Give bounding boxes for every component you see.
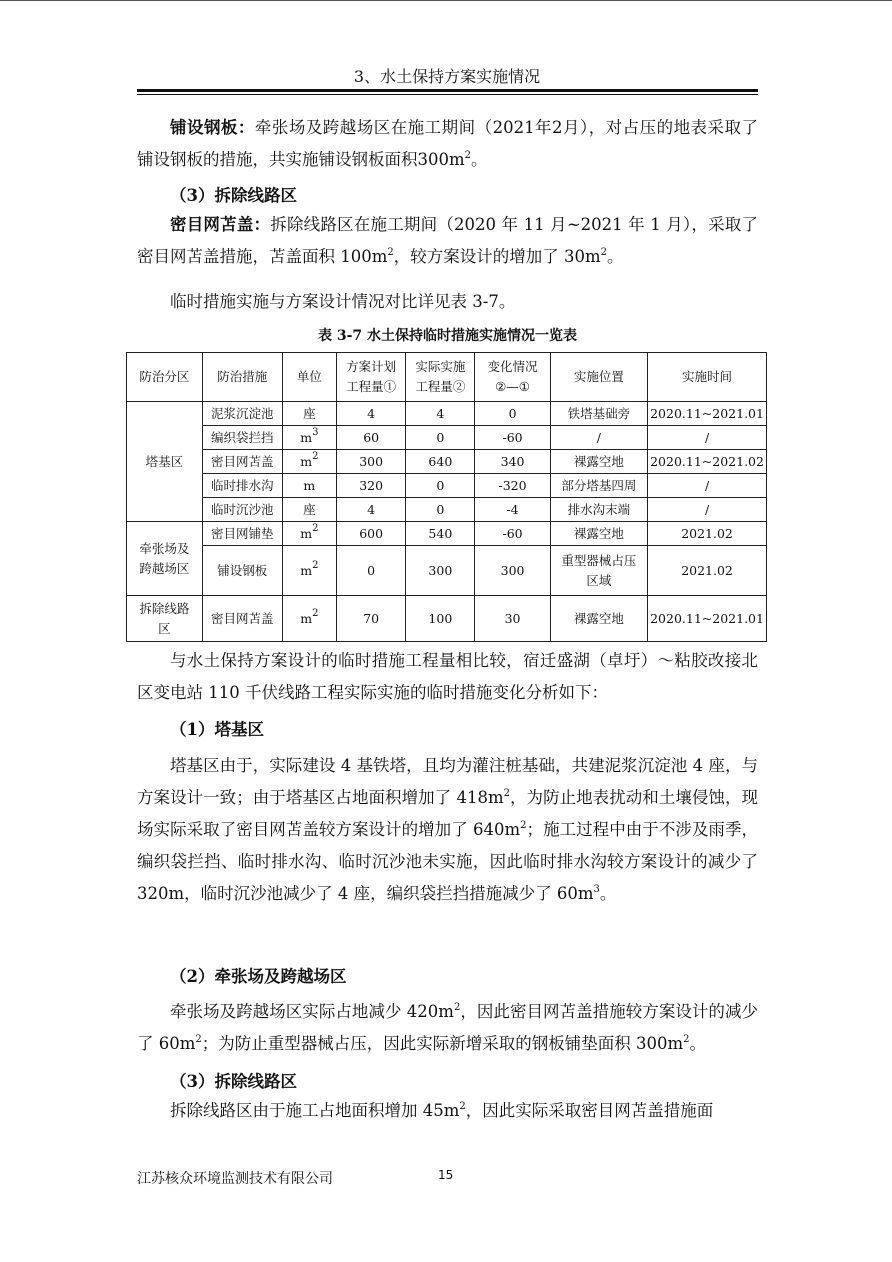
- superscript: 2: [453, 1002, 461, 1013]
- cell-actual: 4: [406, 402, 475, 426]
- header-actual: [406, 353, 475, 402]
- table-caption: 表 3-7 水土保持临时措施实施情况一览表: [317, 328, 578, 344]
- paragraph-text: ，较方案设计的增加了 30m: [393, 247, 601, 266]
- paragraph-end: 。: [599, 884, 617, 903]
- table-row: [127, 498, 767, 522]
- cell-change: 30: [475, 596, 550, 642]
- cell-measure: 临时沉沙池: [202, 498, 282, 522]
- cell-plan: 320: [337, 474, 406, 498]
- table-row: [127, 474, 767, 498]
- superscript: 2: [683, 1034, 690, 1045]
- unit-text: m: [303, 477, 316, 493]
- superscript: 2: [600, 247, 608, 258]
- cell-plan: 600: [337, 522, 406, 546]
- cell-time: /: [648, 474, 767, 498]
- footer-company-name: 江苏核众环境监测技术有限公司: [137, 1171, 333, 1187]
- header-time: 实施时间: [648, 353, 767, 402]
- paragraph-lead: 密目网苫盖：: [170, 215, 271, 234]
- paragraph-text: ，因此实际采取密目网苫盖措施面: [465, 1101, 714, 1120]
- paragraph-text: 塔基区由于，实际建设 4 基铁塔，且均为灌注桩基础，共建泥浆沉淀池 4 座，与方案设计一致；由于塔基区占地面积增加了 418m: [137, 756, 758, 807]
- cell-unit: [282, 522, 336, 546]
- cell-change: 340: [475, 450, 550, 474]
- cell-plan: 4: [337, 498, 406, 522]
- header-plan-line2: 工程量①: [346, 379, 397, 394]
- section-heading-tension-field: （2）牵张场及跨越场区: [170, 967, 347, 986]
- paragraph-table-reference: 临时措施实施与方案设计情况对比详见表 3-7。: [170, 292, 516, 311]
- paragraph-end: 。: [471, 150, 488, 169]
- table-row: [127, 522, 767, 546]
- page-header-title: 3、水土保持方案实施情况: [353, 67, 541, 86]
- cell-measure: 密目网苫盖: [202, 596, 282, 642]
- cell-location: 裸露空地: [550, 450, 647, 474]
- unit-text: 座: [303, 501, 316, 517]
- cell-time: 2020.11~2021.01: [648, 596, 767, 642]
- cell-unit: [282, 402, 336, 426]
- paragraph-removal-line-analysis: [137, 1095, 758, 1127]
- zone-cell-tower-base: 塔基区: [127, 402, 203, 522]
- unit-text: m: [300, 525, 313, 541]
- paragraph-text: 牵张场及跨越场区实际占地减少 420m: [170, 1002, 454, 1021]
- cell-actual: 540: [406, 522, 475, 546]
- paragraph-tower-base-analysis: [137, 750, 758, 910]
- header-rule-thin: [137, 94, 758, 95]
- cell-change: -320: [475, 474, 550, 498]
- cell-actual: 640: [406, 450, 475, 474]
- unit-text: m: [300, 453, 313, 469]
- unit-superscript: 2: [312, 450, 319, 462]
- paragraph-lead: 铺设钢板：: [170, 118, 255, 137]
- header-plan-line1: 方案计划: [346, 359, 397, 374]
- table-row: [127, 402, 767, 426]
- header-change-line2: ②—①: [495, 379, 531, 394]
- superscript: 2: [459, 1101, 466, 1112]
- page-number: 15: [438, 1168, 454, 1182]
- unit-superscript: 2: [312, 522, 319, 534]
- location-line2: 区域: [586, 572, 612, 588]
- paragraph-text: ，因此密目网苫盖措施较方案设计的减少了 60m: [137, 1002, 759, 1053]
- header-location: 实施位置: [550, 353, 647, 402]
- cell-measure: 泥浆沉淀池: [202, 402, 282, 426]
- cell-measure: 密目网苫盖: [202, 450, 282, 474]
- zone-line1: 牵张场及: [139, 540, 190, 556]
- section-heading-tower-base: （1）塔基区: [170, 720, 264, 739]
- cell-plan: 70: [337, 596, 406, 642]
- cell-time: /: [648, 426, 767, 450]
- unit-superscript: 3: [312, 426, 319, 438]
- cell-unit: [282, 426, 336, 450]
- header-plan: [337, 353, 406, 402]
- cell-location: 排水沟末端: [550, 498, 647, 522]
- table-row: [127, 546, 767, 596]
- cell-unit: [282, 498, 336, 522]
- cell-change: -60: [475, 522, 550, 546]
- header-actual-line2: 工程量②: [415, 379, 466, 394]
- paragraph-end: 。: [689, 1034, 707, 1053]
- header-change: [475, 353, 550, 402]
- cell-time: 2020.11~2021.01: [648, 402, 767, 426]
- table-header-row: [127, 353, 767, 402]
- cell-unit: [282, 474, 336, 498]
- superscript: 2: [464, 150, 472, 161]
- header-actual-line1: 实际实施: [415, 359, 466, 374]
- paragraph-text: ；施工过程中由于不涉及雨季，编织袋拦挡、临时排水沟、临时沉沙池未实施，因此临时排水沟较方案设计的减少了 320m，临时沉沙池减少了 4 座，编织袋拦挡措施减少了 60m: [137, 820, 759, 903]
- header-change-line1: 变化情况: [487, 359, 538, 374]
- cell-actual: 0: [406, 426, 475, 450]
- section-heading-removal: （3）拆除线路区: [170, 186, 297, 205]
- cell-plan: 0: [337, 546, 406, 596]
- zone-cell-tension-field: [127, 522, 203, 596]
- cell-time: 2021.02: [648, 522, 767, 546]
- cell-location: 裸露空地: [550, 522, 647, 546]
- unit-text: 座: [303, 405, 316, 421]
- cell-change: -60: [475, 426, 550, 450]
- cell-time: 2020.11~2021.02: [648, 450, 767, 474]
- paragraph-end: 。: [607, 247, 624, 266]
- cell-unit: [282, 546, 336, 596]
- header-rule-thick: [137, 89, 758, 92]
- superscript: 2: [195, 1034, 202, 1045]
- cell-actual: 300: [406, 546, 475, 596]
- cell-plan: 4: [337, 402, 406, 426]
- unit-superscript: 2: [312, 607, 319, 619]
- page-top-edge: [0, 0, 892, 1]
- table-row: [127, 596, 767, 642]
- unit-text: m: [300, 429, 313, 445]
- superscript: 2: [387, 247, 394, 258]
- superscript: 2: [503, 788, 510, 799]
- paragraph-tension-field-analysis: [137, 996, 758, 1060]
- cell-time: 2021.02: [648, 546, 767, 596]
- cell-location: [550, 546, 647, 596]
- paragraph-mesh-cover: [137, 209, 758, 273]
- cell-time: /: [648, 498, 767, 522]
- table-row: [127, 450, 767, 474]
- cell-location: 裸露空地: [550, 596, 647, 642]
- temporary-measures-table: [126, 352, 767, 642]
- zone-line2: 区: [158, 620, 171, 636]
- cell-actual: 0: [406, 474, 475, 498]
- table-row: [127, 426, 767, 450]
- paragraph-text: 拆除线路区在施工期间（2020 年 11 月~2021 年 1 月），采取了密目网苫盖措施，苫盖面积 100m: [137, 215, 759, 266]
- zone-cell-removal-line: [127, 596, 203, 642]
- cell-measure: 编织袋拦挡: [202, 426, 282, 450]
- unit-text: m: [300, 562, 313, 578]
- paragraph-comparison-intro: 与水土保持方案设计的临时措施工程量相比较，宿迁盛湖（卓圩）～粘胶改接北区变电站 110 千伏线路工程实际实施的临时措施变化分析如下：: [137, 651, 758, 702]
- cell-actual: 100: [406, 596, 475, 642]
- cell-actual: 0: [406, 498, 475, 522]
- paragraph-text: ，为防止地表扰动和土壤侵蚀，现场实际采取了密目网苫盖较方案设计的增加了 640m: [137, 788, 758, 839]
- cell-measure: 临时排水沟: [202, 474, 282, 498]
- paragraph-text: 拆除线路区由于施工占地面积增加 45m: [170, 1101, 460, 1120]
- unit-superscript: 2: [312, 559, 319, 571]
- cell-change: -4: [475, 498, 550, 522]
- paragraph-text: 牵张场及跨越场区在施工期间（2021年2月），对占压的地表采取了铺设钢板的措施，共实施铺设钢板面积300m: [137, 118, 758, 169]
- paragraph-text: ；为防止重型器械占压，因此实际新增采取的钢板铺垫面积 300m: [201, 1034, 684, 1053]
- cell-plan: 300: [337, 450, 406, 474]
- zone-line1: 拆除线路: [139, 600, 190, 616]
- unit-text: m: [300, 610, 313, 626]
- location-line1: 重型器械占压: [561, 552, 637, 568]
- cell-location: 铁塔基础旁: [550, 402, 647, 426]
- superscript: 3: [593, 884, 600, 895]
- cell-change: 300: [475, 546, 550, 596]
- paragraph-steel-plate: [137, 112, 758, 176]
- header-zone: 防治分区: [127, 353, 203, 402]
- cell-measure: 铺设钢板: [202, 546, 282, 596]
- section-heading-removal-line: （3）拆除线路区: [170, 1072, 297, 1091]
- cell-plan: 60: [337, 426, 406, 450]
- cell-location: 部分塔基四周: [550, 474, 647, 498]
- zone-line2: 跨越场区: [139, 560, 190, 576]
- superscript: 2: [520, 820, 527, 831]
- cell-unit: [282, 596, 336, 642]
- cell-measure: 密目网铺垫: [202, 522, 282, 546]
- cell-location: /: [550, 426, 647, 450]
- cell-change: 0: [475, 402, 550, 426]
- header-unit: 单位: [282, 353, 336, 402]
- cell-unit: [282, 450, 336, 474]
- header-measure: 防治措施: [202, 353, 282, 402]
